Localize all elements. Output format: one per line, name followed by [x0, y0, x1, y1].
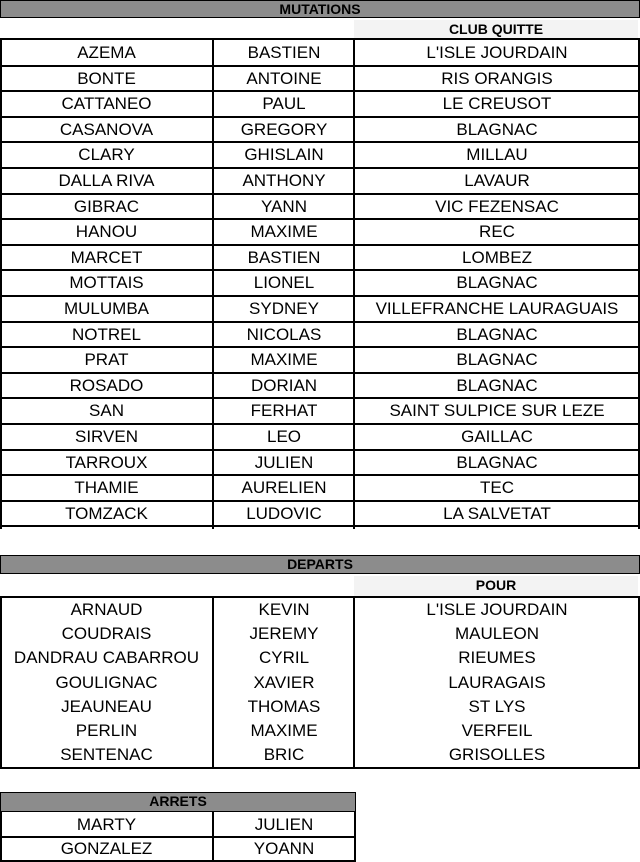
- mutations-row: [0, 296, 640, 322]
- departs-nom-cell: GOULIGNAC: [55, 672, 158, 692]
- mutations-club-cell: BLAGNAC: [456, 375, 538, 395]
- departs-club-cell: GRISOLLES: [448, 745, 546, 765]
- mutations-club-cell: REC: [479, 222, 515, 242]
- mutations-nom-cell: TARROUX: [65, 452, 148, 472]
- mutations-row: [0, 66, 640, 92]
- mutations-club-cell: MILLAU: [466, 145, 528, 165]
- departs-row: [0, 646, 640, 670]
- mutations-prenom-cell: LIONEL: [253, 273, 315, 293]
- departs-nom-cell: SENTENAC: [60, 745, 153, 765]
- mutations-club-cell: VILLEFRANCHE LAURAGUAIS: [375, 299, 619, 318]
- mutations-nom-cell: MULUMBA: [63, 299, 149, 318]
- mutations-nom-cell: SIRVEN: [75, 427, 138, 446]
- arrets-row: [0, 813, 356, 837]
- departs-prenom-cell: KEVIN: [258, 600, 310, 619]
- departs-prenom-cell: XAVIER: [253, 672, 315, 692]
- mutations-row: [0, 40, 640, 66]
- mutations-nom-cell: DALLA RIVA: [58, 171, 155, 190]
- departs-nom-cell: COUDRAIS: [61, 624, 152, 644]
- mutations-nom-cell: THAMIE: [74, 478, 139, 498]
- departs-club-cell: L'ISLE JOURDAIN: [426, 600, 568, 619]
- arrets-prenom-cell: YOANN: [253, 839, 315, 858]
- departs-club-cell: MAULEON: [454, 624, 540, 644]
- mutations-prenom-cell: JULIEN: [254, 452, 314, 472]
- mutations-row: [0, 424, 640, 450]
- mutations-row: [0, 398, 640, 424]
- mutations-club-cell: LA SALVETAT: [443, 503, 551, 523]
- mutations-row: [0, 347, 640, 373]
- departs-nom-cell: PERLIN: [75, 721, 138, 740]
- departs-nom-cell: ARNAUD: [70, 600, 143, 619]
- arrets-nom-cell: MARTY: [76, 815, 137, 834]
- mutations-prenom-cell: BASTIEN: [247, 43, 321, 62]
- mutations-nom-cell: NOTREL: [72, 324, 141, 344]
- mutations-nom-cell: ROSADO: [69, 375, 144, 395]
- mutations-club-cell: LOMBEZ: [462, 247, 532, 267]
- mutations-club-cell: BLAGNAC: [456, 273, 538, 293]
- departs-nom-cell: JEAUNEAU: [61, 696, 152, 716]
- mutations-row: [0, 194, 640, 220]
- mutations-row: [0, 91, 640, 117]
- departs-nom-cell: DANDRAU CABARROU: [13, 648, 200, 668]
- arrets-prenom-cell: JULIEN: [254, 815, 314, 834]
- mutations-club-cell: RIS ORANGIS: [441, 68, 553, 88]
- mutations-nom-cell: SAN: [89, 401, 124, 421]
- mutations-club-header: CLUB QUITTE: [354, 20, 638, 38]
- mutations-row: [0, 117, 640, 143]
- mutations-club-cell: LE CREUSOT: [442, 94, 552, 114]
- mutations-nom-cell: TOMZACK: [65, 503, 148, 523]
- departs-row: [0, 719, 640, 743]
- arrets-nom-cell: GONZALEZ: [60, 839, 153, 858]
- mutations-nom-cell: HANOU: [75, 222, 138, 242]
- mutations-club-cell: L'ISLE JOURDAIN: [426, 43, 568, 62]
- mutations-nom-cell: AZEMA: [77, 43, 136, 62]
- mutations-club-cell: GAILLAC: [461, 427, 533, 446]
- arrets-row: [0, 837, 356, 861]
- departs-prenom-cell: CYRIL: [258, 648, 310, 668]
- mutations-row: [0, 270, 640, 296]
- departs-prenom-cell: BRIC: [263, 745, 305, 765]
- mutations-row: [0, 168, 640, 194]
- mutations-prenom-cell: MAXIME: [250, 350, 318, 370]
- mutations-nom-cell: CATTANEO: [61, 94, 152, 114]
- mutations-prenom-cell: LEO: [266, 427, 302, 446]
- departs-pour-header: POUR: [354, 576, 638, 596]
- mutations-nom-cell: MARCET: [70, 247, 143, 267]
- mutations-club-cell: BLAGNAC: [456, 350, 538, 370]
- mutations-prenom-cell: BASTIEN: [247, 247, 321, 267]
- mutations-title: MUTATIONS: [0, 0, 640, 18]
- departs-prenom-cell: THOMAS: [247, 696, 321, 716]
- departs-title: DEPARTS: [0, 555, 640, 574]
- departs-club-cell: ST LYS: [468, 696, 526, 716]
- departs-club-cell: VERFEIL: [461, 721, 533, 740]
- mutations-row: [0, 475, 640, 501]
- mutations-prenom-cell: AURELIEN: [241, 478, 327, 498]
- departs-row: [0, 598, 640, 622]
- mutations-row: [0, 245, 640, 271]
- mutations-prenom-cell: NICOLAS: [246, 324, 322, 344]
- mutations-prenom-cell: FERHAT: [250, 401, 318, 421]
- mutations-row: [0, 450, 640, 476]
- mutations-club-cell: BLAGNAC: [456, 324, 538, 344]
- mutations-prenom-cell: DORIAN: [250, 375, 318, 395]
- departs-prenom-cell: MAXIME: [250, 721, 318, 740]
- departs-row: [0, 671, 640, 695]
- arrets-title: ARRETS: [0, 792, 356, 812]
- mutations-row: [0, 142, 640, 168]
- mutations-nom-cell: GIBRAC: [73, 196, 140, 216]
- mutations-prenom-cell: GREGORY: [240, 119, 328, 139]
- mutations-prenom-cell: PAUL: [262, 94, 306, 114]
- mutations-club-cell: VIC FEZENSAC: [435, 196, 559, 216]
- mutations-club-cell: LAVAUR: [464, 171, 530, 190]
- mutations-row: [0, 373, 640, 399]
- mutations-club-cell: BLAGNAC: [456, 452, 538, 472]
- mutations-nom-cell: MOTTAIS: [69, 273, 144, 293]
- mutations-prenom-cell: YANN: [261, 196, 307, 216]
- mutations-row: [0, 501, 640, 527]
- mutations-nom-cell: CASANOVA: [59, 119, 154, 139]
- mutations-club-cell: TEC: [480, 478, 514, 498]
- departs-row: [0, 743, 640, 767]
- mutations-club-cell: SAINT SULPICE SUR LEZE: [389, 401, 605, 421]
- mutations-prenom-cell: GHISLAIN: [244, 145, 324, 165]
- mutations-row: [0, 219, 640, 245]
- mutations-prenom-cell: ANTHONY: [242, 171, 326, 190]
- mutations-prenom-cell: ANTOINE: [246, 68, 322, 88]
- mutations-prenom-cell: SYDNEY: [249, 299, 319, 318]
- departs-club-cell: LAURAGAIS: [448, 672, 546, 692]
- mutations-nom-cell: BONTE: [77, 68, 136, 88]
- mutations-club-cell: BLAGNAC: [456, 119, 538, 139]
- mutations-prenom-cell: LUDOVIC: [246, 503, 322, 523]
- mutations-row: [0, 322, 640, 348]
- mutations-nom-cell: CLARY: [78, 145, 135, 165]
- departs-club-cell: RIEUMES: [458, 648, 536, 668]
- mutations-nom-cell: PRAT: [84, 350, 129, 370]
- departs-row: [0, 695, 640, 719]
- departs-prenom-cell: JEREMY: [249, 624, 319, 644]
- mutations-prenom-cell: MAXIME: [250, 222, 318, 242]
- departs-row: [0, 622, 640, 646]
